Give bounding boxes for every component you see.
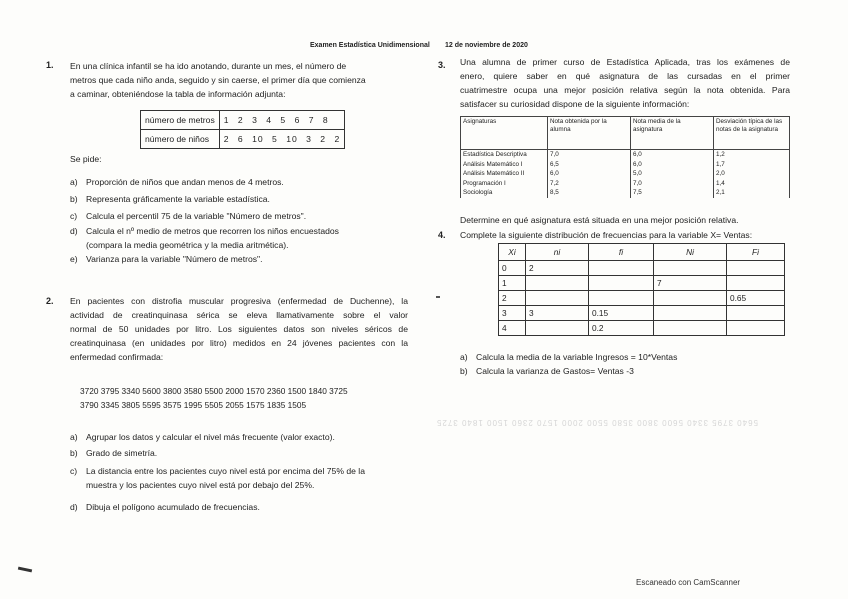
list-item [70,446,410,464]
col-header: Xi [499,244,526,261]
q3-line: Una alumna de primer curso de Estadística Aplicada, tras los exámenes de [460,57,790,67]
list-item [70,175,410,192]
q2-line: En pacientes con distrofia muscular progresiva (enfermedad de Duchenne), la [70,296,408,306]
student-grade: 6,5 [550,160,559,168]
student-grade: 7,0 [550,151,559,158]
mean-grade: 7,5 [633,189,642,196]
camscanner-watermark: Escaneado con CamScanner [636,578,741,587]
table-cell [526,276,589,291]
q4-frequency-table [498,243,785,336]
q1-statement [70,59,410,101]
subject-name: Sociología [463,189,493,196]
item-label: a) [70,432,78,442]
q2-line: actividad de creatinquinasa sérica se eleva llamativamente sobre el valor [70,310,408,320]
bleed-through-text: 5640 3795 3340 5600 3800 3580 5500 2000 1570 2360 1500 1840 3725 [436,418,759,427]
mean-grade: 5,0 [633,170,642,177]
std-dev: 1,7 [716,160,725,168]
col-header: ni [526,244,589,261]
list-item [70,224,410,252]
exam-date: 12 de noviembre de 2020 [445,42,528,49]
col-header: Asignaturas [461,117,548,150]
table-cell [727,306,785,321]
table-cell [654,321,727,336]
item-text-cont: (compara la media geométrica y la media aritmética). [86,240,289,250]
subject-name: Análisis Matemático I [463,160,523,168]
scan-mark [18,567,32,573]
std-dev: 1,4 [716,179,725,187]
table-cell: 2 [499,291,526,306]
item-text: Proporción de niños que andan menos de 4 metros. [86,177,284,187]
q3-line: enero, quiere saber en qué asignatura de las cursadas en el primer [460,71,790,81]
table-cell [727,321,785,336]
table-cell [589,291,654,306]
table-cell: 2 [526,261,589,276]
q3-line: satisfacer su curiosidad dispone de la siguiente información: [460,99,690,109]
table-cell [727,276,785,291]
item-label: b) [460,366,468,376]
table-row [499,306,785,321]
mean-grade: 6,0 [633,160,642,168]
q2-line: enfermedad confirmada: [70,352,164,362]
q2-data-list [80,384,348,412]
q1-items [70,175,410,266]
q2-line: normal de 50 unidades por litro. Los siguientes datos son niveles séricos de [70,324,408,334]
student-grade: 7,2 [550,179,559,187]
item-text: La distancia entre los pacientes cuyo nivel está por encima del 75% de la [86,466,365,476]
std-dev: 2,1 [716,189,725,196]
data-line: 3720 3795 3340 5600 3800 3580 5500 2000 1570 2360 1500 1840 3725 [80,386,348,396]
q1-data-table [140,110,345,149]
item-text-cont: muestra y los pacientes cuyo nivel está por debajo del 25%. [86,480,315,490]
student-grade: 6,0 [550,170,559,177]
table-cell [589,261,654,276]
table-cell: 7 [654,276,727,291]
row-label: número de niños [141,130,220,149]
q3-number: 3. [438,60,446,70]
table-cell: 0.15 [589,306,654,321]
q2-number: 2. [46,296,54,306]
item-label: d) [70,226,78,236]
q1-line: metros que cada niño anda, seguido y sin caerse, el primer día que comienza [70,75,366,85]
list-item [70,430,410,446]
table-cell: 3 [526,306,589,321]
table-row [499,321,785,336]
table-cell [631,150,714,198]
table-row [499,276,785,291]
item-text: Varianza para la variable "Número de metros". [86,254,263,264]
table-cell [526,321,589,336]
list-item [70,464,410,500]
list-item [70,192,410,209]
student-grade: 8,5 [550,189,559,196]
exam-title: Examen Estadística Unidimensional [310,42,430,49]
table-header-row [461,117,790,150]
table-cell [714,150,790,198]
item-text: Calcula el percentil 75 de la variable "Número de metros". [86,211,307,221]
q2-line: creatinquinasa (en unidades por litro) medidos en 24 jóvenes pacientes con la [70,338,408,348]
col-header: Nota obtenida por la alumna [548,117,631,150]
std-dev: 1,2 [716,151,725,158]
q1-number: 1. [46,60,54,70]
table-cell [589,276,654,291]
item-label: a) [70,177,78,187]
std-dev: 2,0 [716,170,725,177]
item-label: b) [70,194,78,204]
list-item [70,500,410,514]
table-row [461,150,790,198]
item-label: c) [70,466,78,476]
col-header: fi [589,244,654,261]
subject-name: Programación I [463,179,506,187]
table-cell: 0.65 [727,291,785,306]
item-label: e) [70,254,78,264]
row-label: número de metros [141,111,220,130]
table-cell: 4 [499,321,526,336]
q4-items [460,350,677,378]
table-cell: 0.2 [589,321,654,336]
col-header: Fi [727,244,785,261]
row-values: 1 2 3 4 5 6 7 8 [219,111,345,130]
col-header: Desviación típica de las notas de la asignatura [714,117,790,150]
item-label: d) [70,502,78,512]
scan-mark [436,296,440,298]
item-text: Agrupar los datos y calcular el nivel más frecuente (valor exacto). [86,432,335,442]
table-row [141,130,345,149]
table-cell [654,261,727,276]
subject-name: Estadística Descriptiva [463,151,527,158]
q1-line: a caminar, obteniéndose la tabla de información adjunta: [70,89,286,99]
table-cell [526,291,589,306]
q3-statement [460,55,790,111]
q3-question: Determine en qué asignatura está situada en una mejor posición relativa. [460,215,739,225]
item-text: Calcula el nº medio de metros que recorren los niños encuestados [86,226,339,236]
table-cell [654,291,727,306]
table-header-row [499,244,785,261]
q1-asks: Se pide: [70,154,102,164]
table-row [499,261,785,276]
q4-number: 4. [438,230,446,240]
list-item [460,350,677,364]
q2-statement [70,294,408,364]
table-cell [461,150,548,198]
item-text: Representa gráficamente la variable estadística. [86,194,270,204]
row-values: 2 6 10 5 10 3 2 2 [219,130,345,149]
item-label: b) [70,448,78,458]
item-label: c) [70,211,78,221]
q1-line: En una clínica infantil se ha ido anotando, durante un mes, el número de [70,61,347,71]
list-item [70,252,410,266]
q2-items [70,430,410,514]
table-row [499,291,785,306]
item-label: a) [460,352,468,362]
q3-grades-table [460,116,790,198]
table-cell [727,261,785,276]
subject-name: Análisis Matemático II [463,170,525,177]
table-cell: 0 [499,261,526,276]
table-cell [654,306,727,321]
mean-grade: 7,0 [633,179,642,187]
item-text: Grado de simetría. [86,448,158,458]
col-header: Ni [654,244,727,261]
data-line: 3790 3345 3805 5595 3575 1995 5505 2055 1575 1835 1505 [80,400,307,410]
table-cell: 1 [499,276,526,291]
table-row [141,111,345,130]
item-text: Calcula la varianza de Gastos= Ventas -3 [476,366,634,376]
q4-statement: Complete la siguiente distribución de frecuencias para la variable X= Ventas: [460,230,753,240]
list-item [70,209,410,224]
item-text: Dibuja el polígono acumulado de frecuencias. [86,502,260,512]
col-header: Nota media de la asignatura [631,117,714,150]
table-cell: 3 [499,306,526,321]
list-item [460,364,677,378]
q3-line: cuatrimestre ocupa una mejor posición relativa según la nota obtenida. Para [460,85,790,95]
table-cell [548,150,631,198]
mean-grade: 6,0 [633,151,642,158]
item-text: Calcula la media de la variable Ingresos = 10*Ventas [476,352,678,362]
